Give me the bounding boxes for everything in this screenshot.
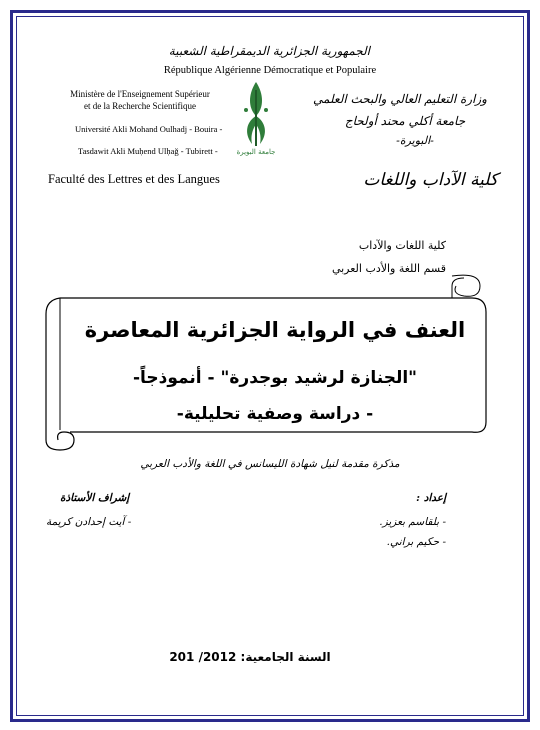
university-logo-icon (238, 80, 274, 150)
ministry-french-line2: et de la Recherche Scientifique (84, 101, 196, 111)
university-arabic: جامعة أكلي محند أولحاج (344, 114, 466, 128)
logo-caption: جامعة البويرة (236, 148, 276, 156)
university-french-line1: Université Akli Mohand Oulhadj - Bouira - (75, 124, 223, 134)
thesis-degree-note: مذكرة مقدمة لنيل شهادة الليسانس في اللغة والأدب العربي (140, 458, 400, 470)
department-line1: كلية اللغات والآداب (358, 239, 446, 252)
city-arabic: -البويرة- (396, 134, 434, 147)
prepared-by-label: إعداد : (416, 492, 446, 504)
faculty-arabic: كلية الآداب واللغات (363, 170, 498, 190)
thesis-subtitle: "الجنازة لرشيد بوجدرة" - أنموذجاً- (132, 368, 418, 388)
scroll-banner-icon (40, 272, 506, 452)
faculty-french: Faculté des Lettres et des Langues (48, 172, 220, 186)
thesis-main-title: العنف في الرواية الجزائرية المعاصرة (84, 318, 466, 342)
department-line2: قسم اللغة والأدب العربي (331, 262, 446, 275)
ministry-french (70, 88, 210, 112)
ministry-french-line1: Ministère de l'Enseignement Supérieur (70, 89, 210, 99)
thesis-study-type: - دراسة وصفية تحليلية- (176, 404, 374, 424)
university-logo (238, 80, 274, 162)
supervisor-name: - آيت إحدادن كريمة (46, 516, 132, 528)
academic-year: السنة الجامعية: 2012/ 201 (169, 650, 331, 664)
university-french-line2: Tasdawit Akli Muḥend Ulḥağ - Tubirett - (78, 146, 218, 156)
student-name: - حكيم براني. (386, 536, 446, 548)
title-scroll-banner (40, 272, 506, 452)
french-republic-header: République Algérienne Démocratique et Populaire (163, 65, 377, 76)
ministry-arabic: وزارة التعليم العالي والبحث العلمي (313, 92, 487, 106)
arabic-republic-header: الجمهورية الجزائرية الديمقراطية الشعبية (168, 44, 370, 58)
student-name: - بلقاسم بعزيز. (379, 516, 446, 528)
supervisor-label: إشراف الأستاذة (60, 492, 130, 504)
